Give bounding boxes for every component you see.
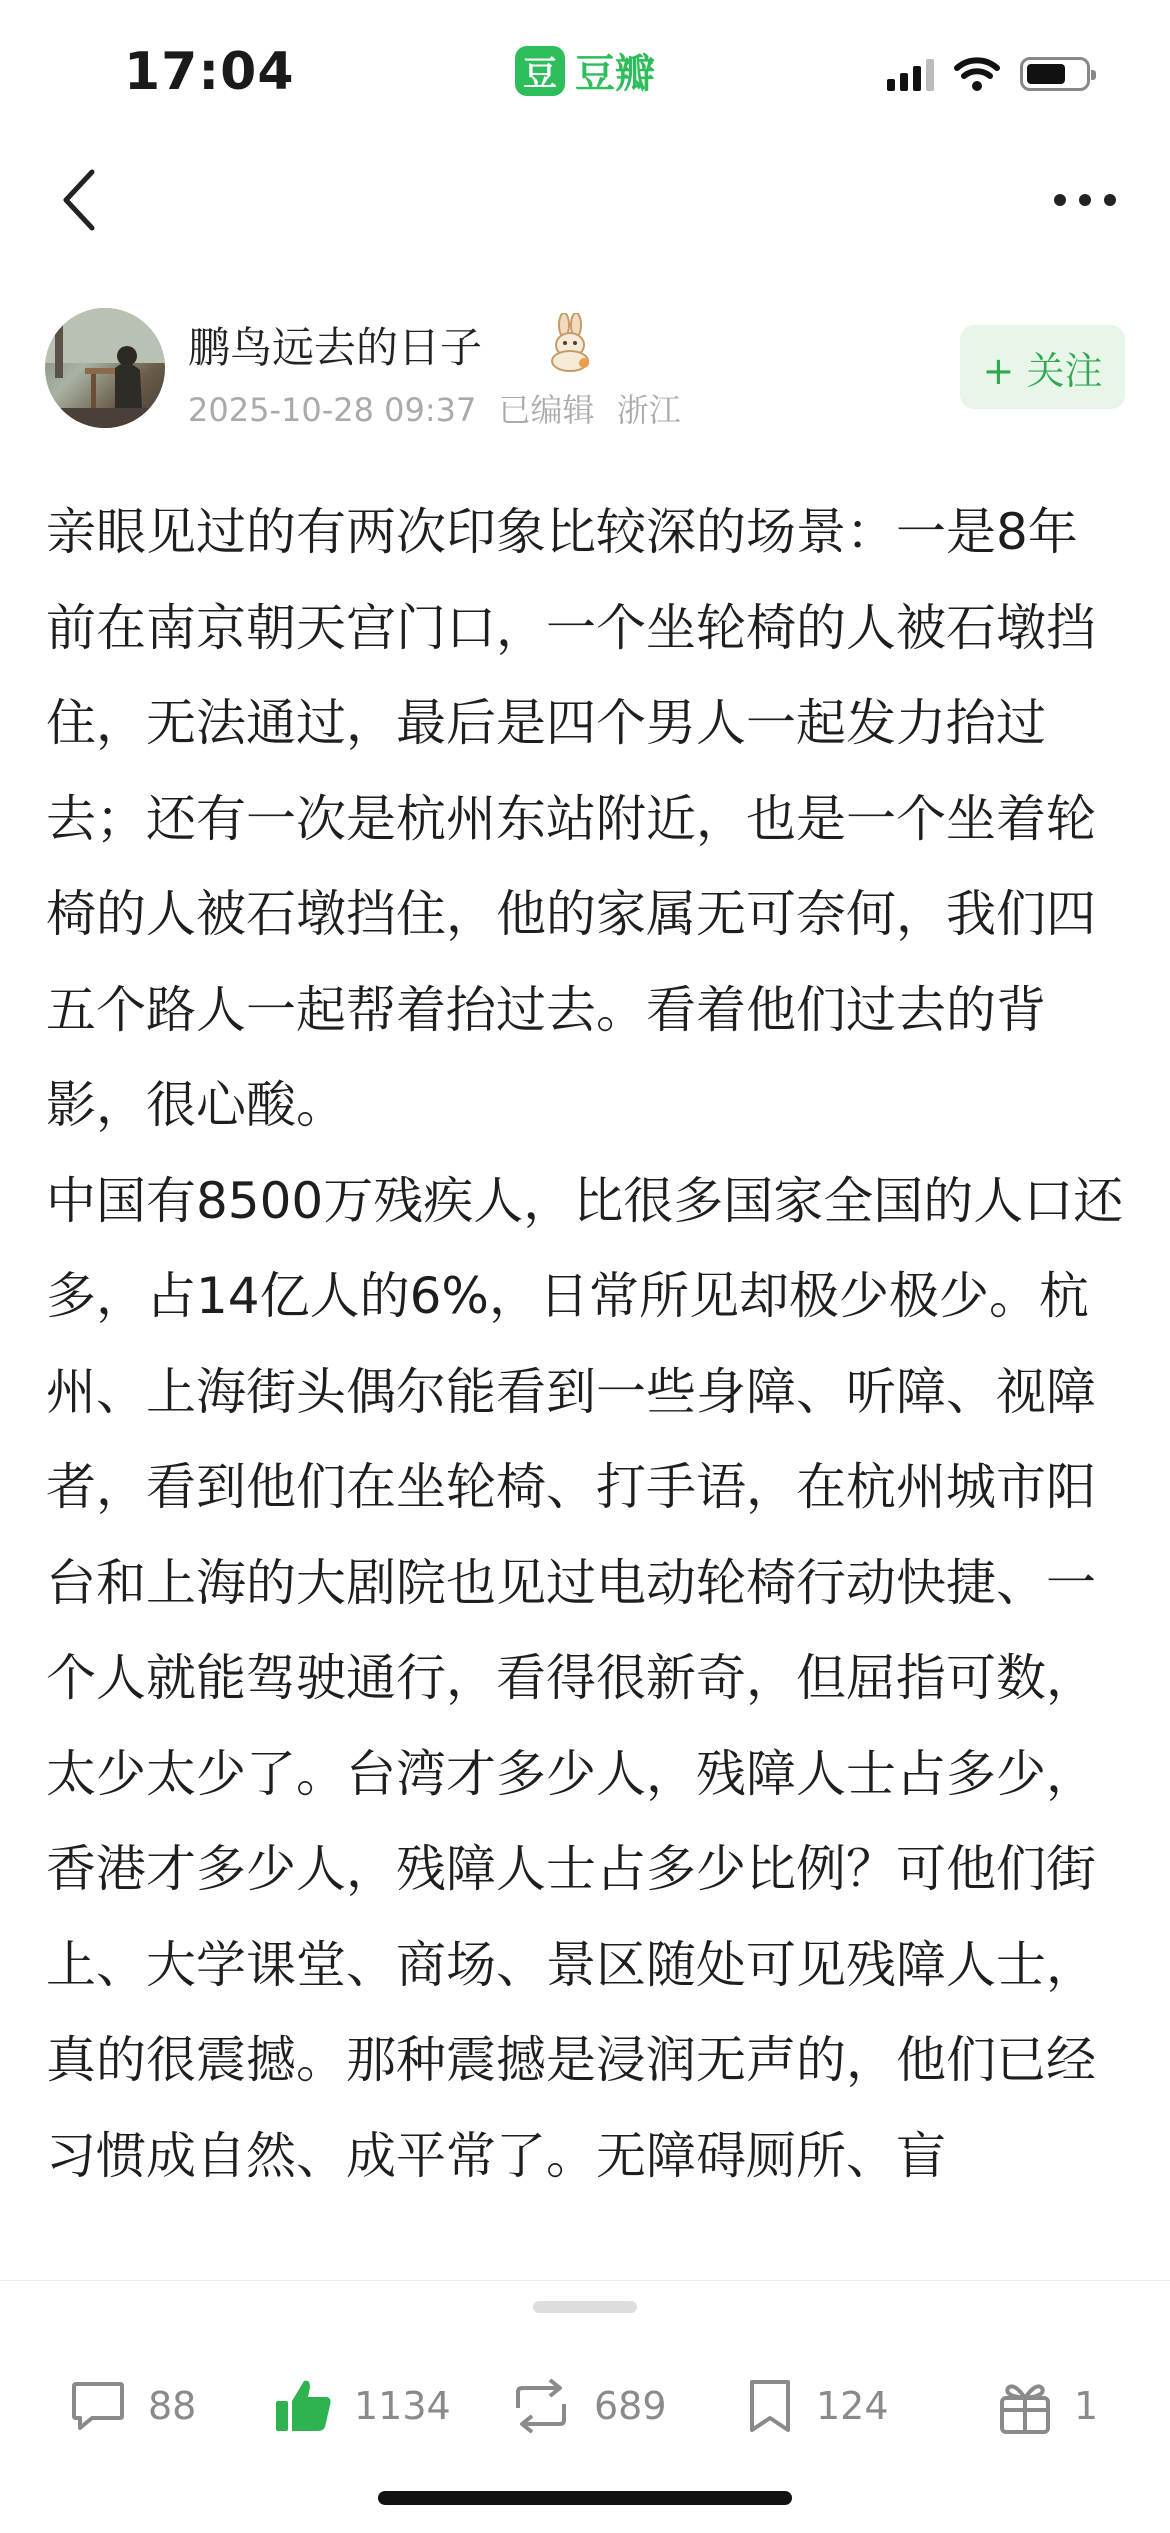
gift-button[interactable]	[996, 2351, 1098, 2461]
wifi-icon	[954, 56, 1000, 92]
author-name[interactable]: 鹏鸟远去的日子	[188, 323, 483, 372]
battery-icon	[1020, 57, 1090, 91]
collect-button[interactable]	[744, 2351, 889, 2461]
author-row	[45, 305, 1125, 435]
reshare-count: 689	[594, 2384, 667, 2428]
avatar[interactable]	[45, 308, 165, 428]
comment-button[interactable]	[68, 2351, 196, 2461]
app-name: 豆瓣	[575, 51, 655, 97]
more-dots-icon	[1053, 193, 1117, 207]
home-indicator	[378, 2491, 792, 2505]
douban-logo-icon: 豆	[515, 46, 565, 96]
reshare-button[interactable]	[508, 2351, 667, 2461]
post-date: 2025-10-28 09:37	[188, 391, 477, 429]
gift-count: 1	[1074, 2384, 1099, 2428]
bookmark-icon	[744, 2376, 796, 2436]
like-button[interactable]	[272, 2351, 451, 2461]
status-icons	[887, 56, 1090, 92]
gift-icon	[996, 2376, 1054, 2436]
drag-handle[interactable]	[533, 2301, 637, 2313]
like-count: 1134	[354, 2384, 451, 2428]
location-label: 浙江	[616, 391, 681, 429]
status-bar	[0, 0, 1170, 140]
comment-count: 88	[148, 2384, 197, 2428]
comment-icon	[68, 2376, 128, 2436]
nav-bar	[0, 150, 1170, 250]
collect-count: 124	[816, 2384, 889, 2428]
avatar-image	[45, 308, 165, 428]
thumbs-up-icon	[272, 2375, 334, 2437]
rabbit-badge-icon	[540, 313, 600, 373]
post-paragraph: 亲眼见过的有两次印象比较深的场景：一是8年前在南京朝天宫门口，一个坐轮椅的人被石墩挡住，无法通过，最后是四个男人一起发力抬过去；还有一次是杭州东站附近，也是一个坐着轮椅的人被石墩挡住，他的家属无可奈何，我们四五个路人一起帮着抬过去。看着他们过去的背影，很心酸。	[46, 503, 1096, 1134]
more-options-button[interactable]	[1040, 160, 1130, 240]
back-button[interactable]	[40, 160, 120, 240]
action-row	[0, 2351, 1170, 2461]
follow-button[interactable]: + 关注	[960, 325, 1125, 409]
app-badge	[515, 42, 655, 99]
edited-label: 已编辑	[498, 391, 595, 429]
reshare-icon	[508, 2376, 574, 2436]
post-meta	[188, 385, 681, 431]
cellular-signal-icon	[887, 57, 934, 91]
post-content	[46, 485, 1126, 2285]
status-time: 17:04	[124, 42, 295, 102]
post-paragraph: 中国有8500万残疾人，比很多国家全国的人口还多，占14亿人的6%，日常所见却极少极少。杭州、上海街头偶尔能看到一些身障、听障、视障者，看到他们在坐轮椅、打手语，在杭州城市阳台和上海的大剧院也见过电动轮椅行动快捷、一个人就能驾驶通行，看得很新奇，但屈指可数，太少太少了。台湾才多少人，残障人士占多少，香港才多少人，残障人士占多少比例？可他们街上、大学课堂、商场、景区随处可见残障人士，真的很震撼。那种震撼是浸润无声的，他们已经习惯成自然、成平常了。无障碍厕所、盲	[46, 1171, 1124, 2185]
bottom-action-bar	[0, 2280, 1170, 2533]
back-arrow-icon	[60, 168, 100, 232]
